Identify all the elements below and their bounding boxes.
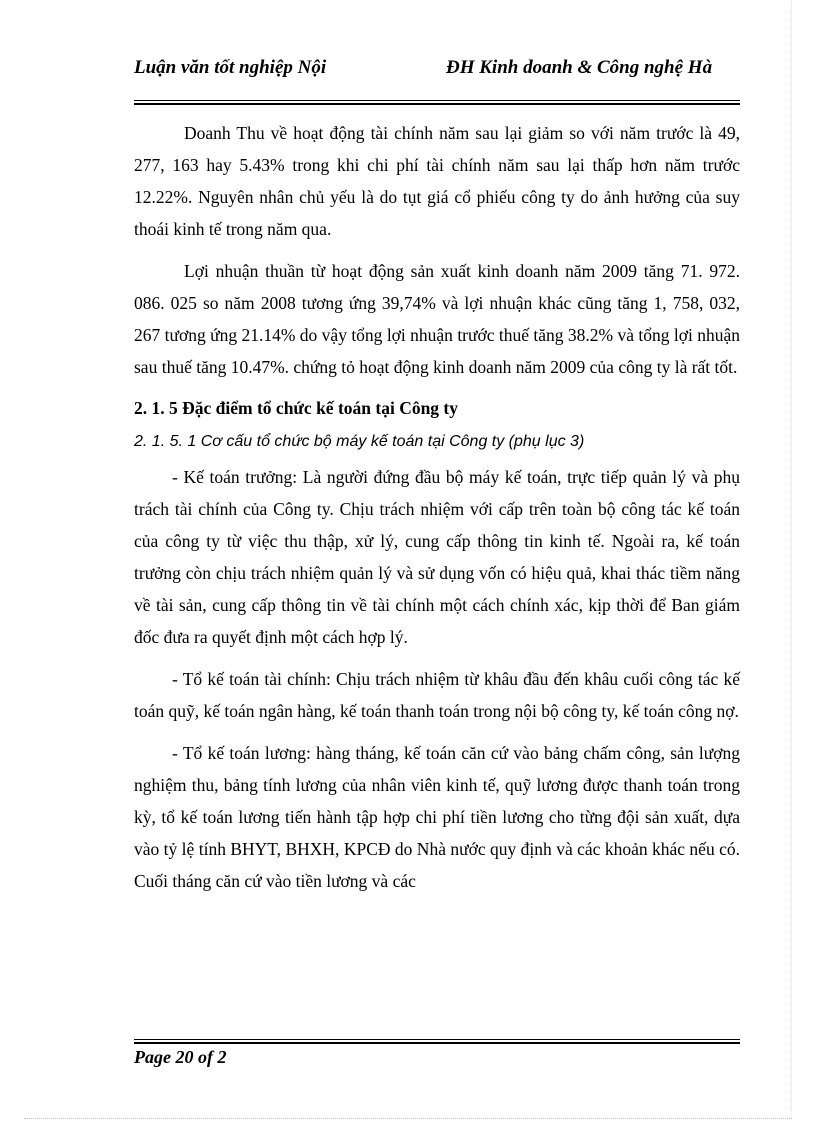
page-bottom-edge xyxy=(24,1118,792,1119)
document-body xyxy=(134,117,740,907)
page-number: Page 20 of 2 xyxy=(134,1047,227,1067)
page-right-edge xyxy=(791,0,792,1118)
footer-rule-top xyxy=(134,1039,740,1040)
paragraph-net-profit: Lợi nhuận thuần từ hoạt động sản xuất kinh doanh năm 2009 tăng 71. 972. 086. 025 so năm 2008 tương ứng 39,74% và lợi nhuận khác cũng tăng 1, 758, 032, 267 tương ứng 21.14% do vậy tổng lợi nhuận trước thuế tăng 38.2% và tổng lợi nhuận sau thuế tăng 10.47%. chứng tỏ hoạt động kinh doanh năm 2009 của công ty là rất tốt. xyxy=(134,261,740,377)
footer-rule-bottom xyxy=(134,1042,740,1044)
section-heading: 2. 1. 5 Đặc điểm tổ chức kế toán tại Công ty xyxy=(134,398,459,418)
header-rule-bottom xyxy=(134,103,740,105)
header-thesis-title: Luận văn tốt nghiệp Nội xyxy=(134,57,327,78)
paragraph-finance-team: - Tổ kế toán tài chính: Chịu trách nhiệm từ khâu đầu đến khâu cuối công tác kế toán quỹ, kế toán ngân hàng, kế toán thanh toán trong nội bộ công ty, kế toán công nợ. xyxy=(134,669,740,721)
paragraph-payroll-team: - Tổ kế toán lương: hàng tháng, kế toán căn cứ vào bảng chấm công, sản lượng nghiệm thu, bảng tính lương của nhân viên kinh tế, quỹ lương được thanh toán trong kỳ, tổ kế toán lương tiến hành tập hợp chi phí tiền lương cho từng đội sản xuất, dựa vào tỷ lệ tính BHYT, BHXH, KPCĐ do Nhà nước quy định và các khoản khác nếu có. Cuối tháng căn cứ vào tiền lương và các xyxy=(134,743,740,891)
paragraph-chief-accountant: - Kế toán trưởng: Là người đứng đầu bộ máy kế toán, trực tiếp quản lý và phụ trách tài chính của Công ty. Chịu trách nhiệm với cấp trên toàn bộ công tác kế toán của công ty từ việc thu thập, xử lý, cung cấp thông tin kinh tế. Ngoài ra, kế toán trưởng còn chịu trách nhiệm quản lý và sử dụng vốn có hiệu quả, khai thác tiềm năng về tài sản, cung cấp thông tin về tài chính một cách chính xác, kịp thời để Ban giám đốc đưa ra quyết định một cách hợp lý. xyxy=(134,467,740,647)
header-university-name: ĐH Kinh doanh & Công nghệ Hà xyxy=(446,57,713,78)
header-rule-top xyxy=(134,100,740,101)
paragraph-financial-revenue: Doanh Thu về hoạt động tài chính năm sau lại giảm so với năm trước là 49, 277, 163 hay 5.43% trong khi chi phí tài chính năm sau lại thấp hơn năm trước 12.22%. Nguyên nhân chủ yếu là do tụt giá cổ phiếu công ty do ảnh hưởng của suy thoái kinh tế trong năm qua. xyxy=(134,123,740,239)
page-header xyxy=(134,56,740,102)
subsection-heading: 2. 1. 5. 1 Cơ cấu tổ chức bộ máy kế toán tại Công ty (phụ lục 3) xyxy=(134,433,585,450)
